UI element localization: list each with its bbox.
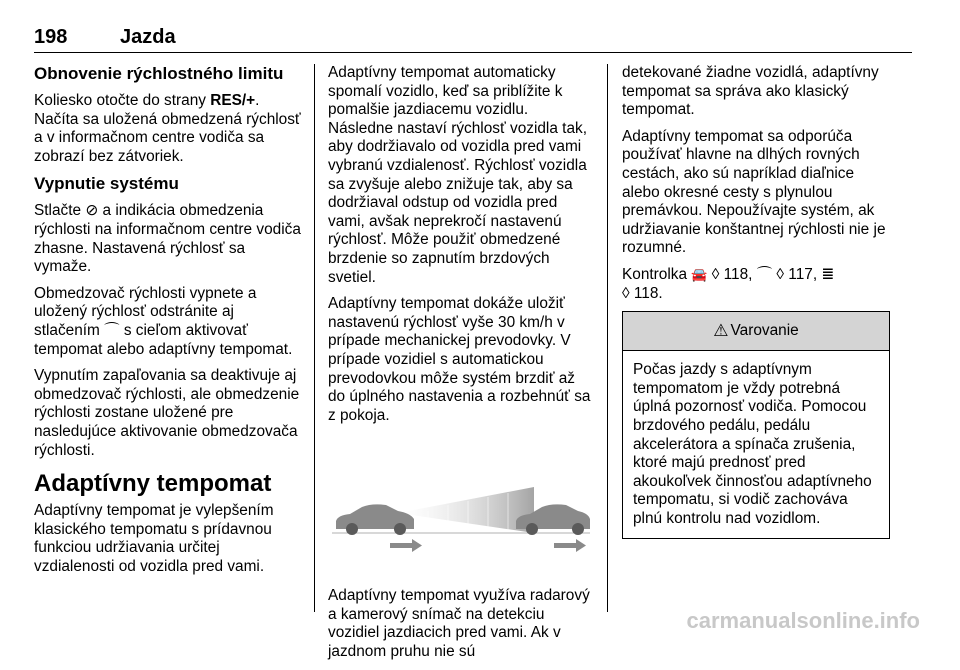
text: . Načíta sa uložená obmedzená rýchlosť a v informačnom centre vodiča sa zobrazí bez zátvoriek. [34, 92, 301, 165]
paragraph-acc-3: Adaptívny tempomat využíva radarový a kamerový snímač na detekciu vozidiel jazdiacich pred vami. Ak v jazdnom pruhu nie sú [328, 587, 590, 661]
cruise-control-icon: ⌒ [756, 265, 773, 283]
paragraph-acc-4: detekované žiadne vozidlá, adaptívny tempomat sa správa ako klasický tempomat. [622, 64, 879, 119]
paragraph-off-1 [34, 202, 304, 276]
paragraph-indicator-refs [622, 266, 890, 303]
warning-text: Počas jazdy s adaptívnym tempomatom je vždy potrebná úplná pozornosť vodiča. Pomocou brzdového pedálu, pedálu akcelerátora a spínača zrušenia, ktoré majú prednosť pred akoukoľvek činnosťou adaptívneho tempomatu, si vodič zachováva plnú kontrolu nad vozidlom. [633, 361, 872, 527]
speed-limiter-icon: ⊘ [85, 202, 99, 220]
acc-illustration [328, 459, 592, 571]
column-1 [34, 64, 304, 584]
text: s cieľom aktivovať tempomat alebo adaptívny tempomat. [34, 321, 293, 358]
heading-restore-limit: Obnovenie rýchlostného limitu [34, 64, 284, 83]
page-ref: ◊ 117, [772, 265, 822, 283]
paragraph-acc-5: Adaptívny tempomat sa odporúča používať hlavne na dlhých rovných cestách, ako sú napríklad diaľnice alebo okresné cesty s plynulou premávkou. Nepoužívajte systém, ak udržiavanie konštantnej rýchlosti nie je rozumné. [622, 127, 886, 257]
paragraph-off-2 [34, 285, 304, 359]
column-3 [622, 64, 890, 539]
res-label: RES/+ [210, 92, 256, 109]
page-ref: ◊ 118, [707, 265, 757, 283]
column-2 [328, 64, 594, 670]
text: a indikácia obmedzenia rýchlosti na informačnom centre vodiča zhasne. Nastavená rýchlosť sa vymaže. [34, 202, 301, 276]
paragraph-acc-1: Adaptívny tempomat automaticky spomalí vozidlo, keď sa priblížite k pomalšie jazdiacemu vozidlu. Následne nastaví rýchlosť vozidla tak, aby dodržiavalo od vozidla pred vami vybranú vzdialenosť. Rýchlosť vozidla sa zvyšuje alebo znižuje tak, aby sa dodržiaval odstup od vozidla pred vami, avšak neprekročí nastavenú rýchlosť. Môže použiť obmedzené brzdenie so zapnutím brzdových svetiel. [328, 64, 587, 286]
header-rule [34, 52, 912, 53]
text: Stlačte [34, 202, 86, 220]
text: Koliesko otočte do strany [34, 92, 211, 109]
page-ref: ◊ 118. [622, 284, 663, 302]
text: Obmedzovač rýchlosti vypnete a uložený rýchlosť odstránite aj stlačením [34, 284, 257, 339]
page-number: 198 [34, 26, 68, 48]
paragraph-acc-intro: Adaptívny tempomat je vylepšením klasického tempomatu s prídavnou funkciou udržiavania určitej vzdialenosti od vozidla pred vami. [34, 502, 274, 575]
watermark: carmanualsonline.info [686, 608, 920, 633]
text: Kontrolka [622, 265, 692, 283]
acc-illustration-svg [328, 459, 592, 571]
section-title: Jazda [120, 26, 176, 48]
paragraph-restore [34, 92, 304, 166]
heading-adaptive-cruise: Adaptívny tempomat [34, 470, 272, 498]
paragraph-off-3: Vypnutím zapaľovania sa deaktivuje aj obmedzovač rýchlosti, ale obmedzenie rýchlosti zostane uložené pre nasledujúce aktivovanie obmedzovača rýchlosti. [34, 367, 300, 459]
warning-box [622, 311, 890, 539]
paragraph-acc-2: Adaptívny tempomat dokáže uložiť nastavenú rýchlosť vyše 30 km/h v prípade mechanickej prevodovky. V prípade vozidiel s automatickou prevodovkou môže systém brzdiť až do úplného nastavenia a rozbehnúť sa z pokoja. [328, 295, 591, 424]
heading-switch-off: Vypnutie systému [34, 174, 179, 194]
column-divider-1 [314, 64, 315, 612]
column-divider-2 [607, 64, 608, 612]
distance-indicator-icon: ≣ [821, 265, 835, 283]
cruise-control-icon: ⌒ [104, 321, 120, 339]
car-ahead-icon: 🚘 [691, 266, 708, 282]
warning-icon: ⚠ [713, 320, 729, 340]
page-header [34, 26, 912, 52]
warning-title: Varovanie [730, 321, 799, 339]
warning-header [623, 312, 889, 351]
